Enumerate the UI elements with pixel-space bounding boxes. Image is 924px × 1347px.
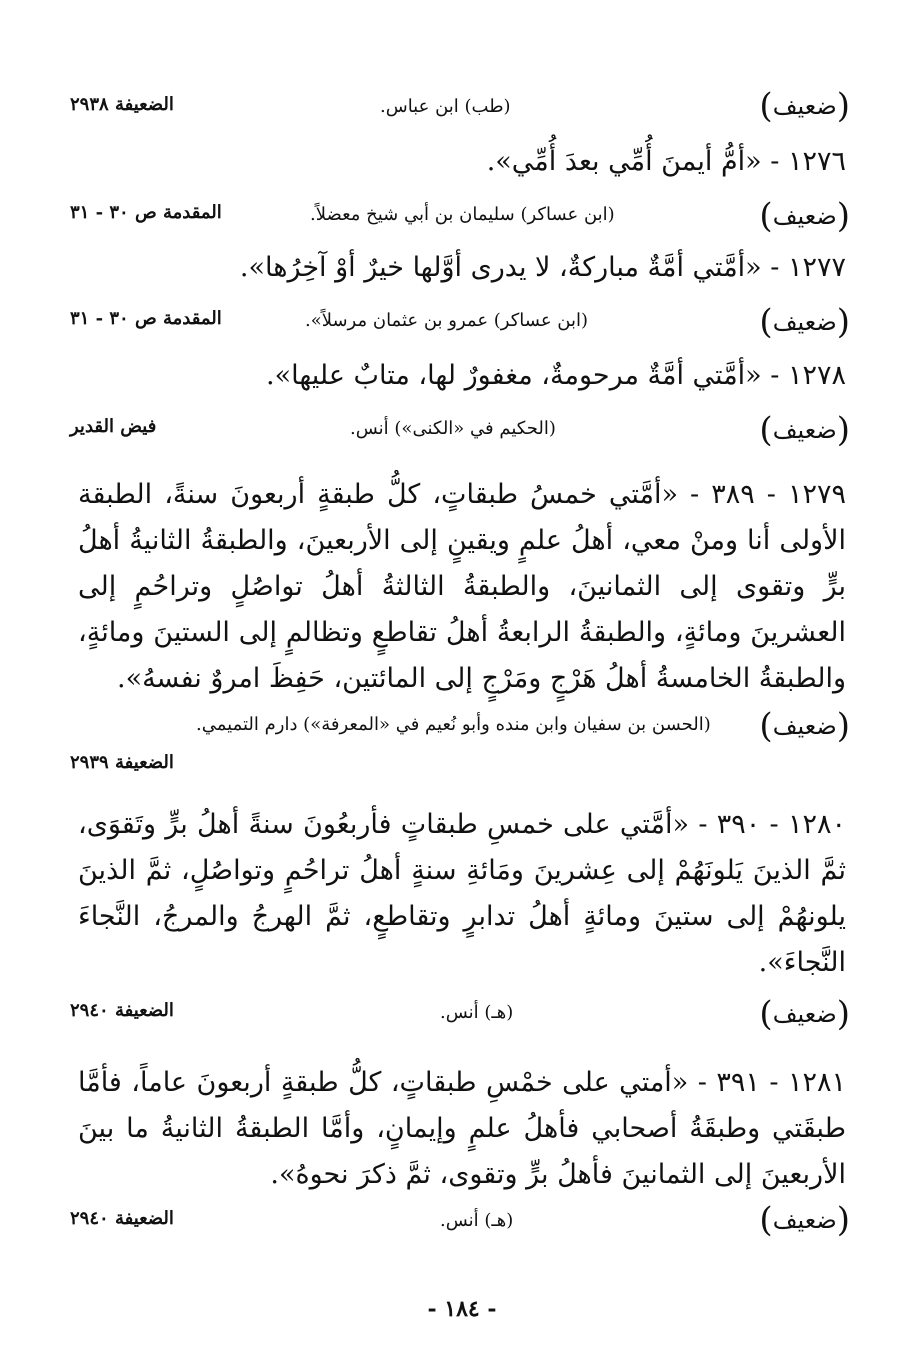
- hadith-text: ١٢٧٧ - «أمَّتي أمَّةٌ مباركةٌ، لا يدرى أوَّلها خيرٌ أوْ آخِرُها».: [239, 252, 846, 283]
- source-citation: (الحكيم في «الكنى») أنس.: [350, 418, 556, 439]
- reference-note: الضعيفة ٢٩٤٠: [70, 1000, 174, 1021]
- reference-note: فيض القدير: [70, 416, 157, 437]
- hadith-paragraph: ١٢٨٠ - ٣٩٠ - «أمَّتي على خمسِ طبقاتٍ فأربعُونَ سنةً أهلُ برٍّ وتَقوَى، ثمَّ الذينَ يَلونَهُمْ إلى عِشرينَ ومَائةِ سنةٍ أهلُ تراحُمٍ وتواصُلٍ، ثمَّ الذينَ يلونهُمْ إلى ستينَ ومائةٍ أهلُ تدابرٍ وتقاطعٍ، ثمَّ الهرجُ والمرجُ، النَّجاءَ النَّجاءَ».: [78, 809, 846, 978]
- source-citation: (طب) ابن عباس.: [380, 96, 511, 117]
- verdict-label: (ضعيف): [759, 410, 850, 450]
- verdict-label: (ضعيف): [759, 86, 850, 126]
- hadith-paragraph: ١٢٧٩ - ٣٨٩ - «أمَّتي خمسُ طبقاتٍ، كلُّ طبقةٍ أربعونَ سنةً، الطبقة الأولى أنا ومنْ معي، أهلُ علمٍ ويقينٍ إلى الأربعينَ، والطبقةُ الثانيةُ أهلُ برٍّ وتقوى إلى الثمانينَ، والطبقةُ الثالثةُ أهلُ تواصُلٍ وتراحُمٍ إلى العشرينَ ومائةٍ، والطبقةُ الرابعةُ أهلُ تقاطعٍ وتظالمٍ إلى الستينَ ومائةٍ، والطبقةُ الخامسةُ أهلُ هَرْجٍ ومَرْجٍ إلى المائتين، حَفِظَ امروٌ نفسهُ».: [78, 479, 846, 694]
- hadith-text: ١٢٧٨ - «أمَّتي أمَّةٌ مرحومةٌ، مغفورٌ لها، متابٌ عليها».: [266, 360, 846, 391]
- reference-note: الضعيفة ٢٩٣٩: [70, 752, 174, 773]
- source-citation: (ابن عساكر) سليمان بن أبي شيخ معضلاً.: [310, 204, 615, 225]
- verdict-label: (ضعيف): [759, 994, 850, 1034]
- reference-note: المقدمة ص ٣٠ - ٣١: [70, 202, 222, 223]
- verdict-label: (ضعيف): [759, 706, 850, 746]
- source-citation: (الحسن بن سفيان وابن منده وأبو نُعيم في «المعرفة») دارم التميمي.: [196, 714, 711, 735]
- verdict-label: (ضعيف): [759, 302, 850, 342]
- source-citation: (هـ) أنس.: [440, 1210, 514, 1231]
- reference-note: المقدمة ص ٣٠ - ٣١: [70, 308, 222, 329]
- verdict-label: (ضعيف): [759, 1200, 850, 1240]
- verdict-label: (ضعيف): [759, 196, 850, 236]
- source-citation: (هـ) أنس.: [440, 1002, 514, 1023]
- reference-note: الضعيفة ٢٩٤٠: [70, 1208, 174, 1229]
- hadith-paragraph: ١٢٨١ - ٣٩١ - «أمتي على خمْسِ طبقاتٍ، كلُّ طبقةٍ أربعونَ عاماً، فأمَّا طبقَتي وطبقَةُ أصحابي فأهلُ علمٍ وإيمانٍ، وأمَّا الطبقةُ الثانيةُ ما بينَ الأربعينَ إلى الثمانينَ فأهلُ برٍّ وتقوى، ثمَّ ذكرَ نحوهُ».: [78, 1067, 846, 1190]
- hadith-text: ١٢٧٦ - «أمُّ أيمنَ أُمِّي بعدَ أُمِّي».: [486, 146, 846, 177]
- source-citation: (ابن عساكر) عمرو بن عثمان مرسلاً».: [305, 310, 589, 331]
- reference-note: الضعيفة ٢٩٣٨: [70, 94, 174, 115]
- page-number: - ١٨٤ -: [427, 1296, 497, 1322]
